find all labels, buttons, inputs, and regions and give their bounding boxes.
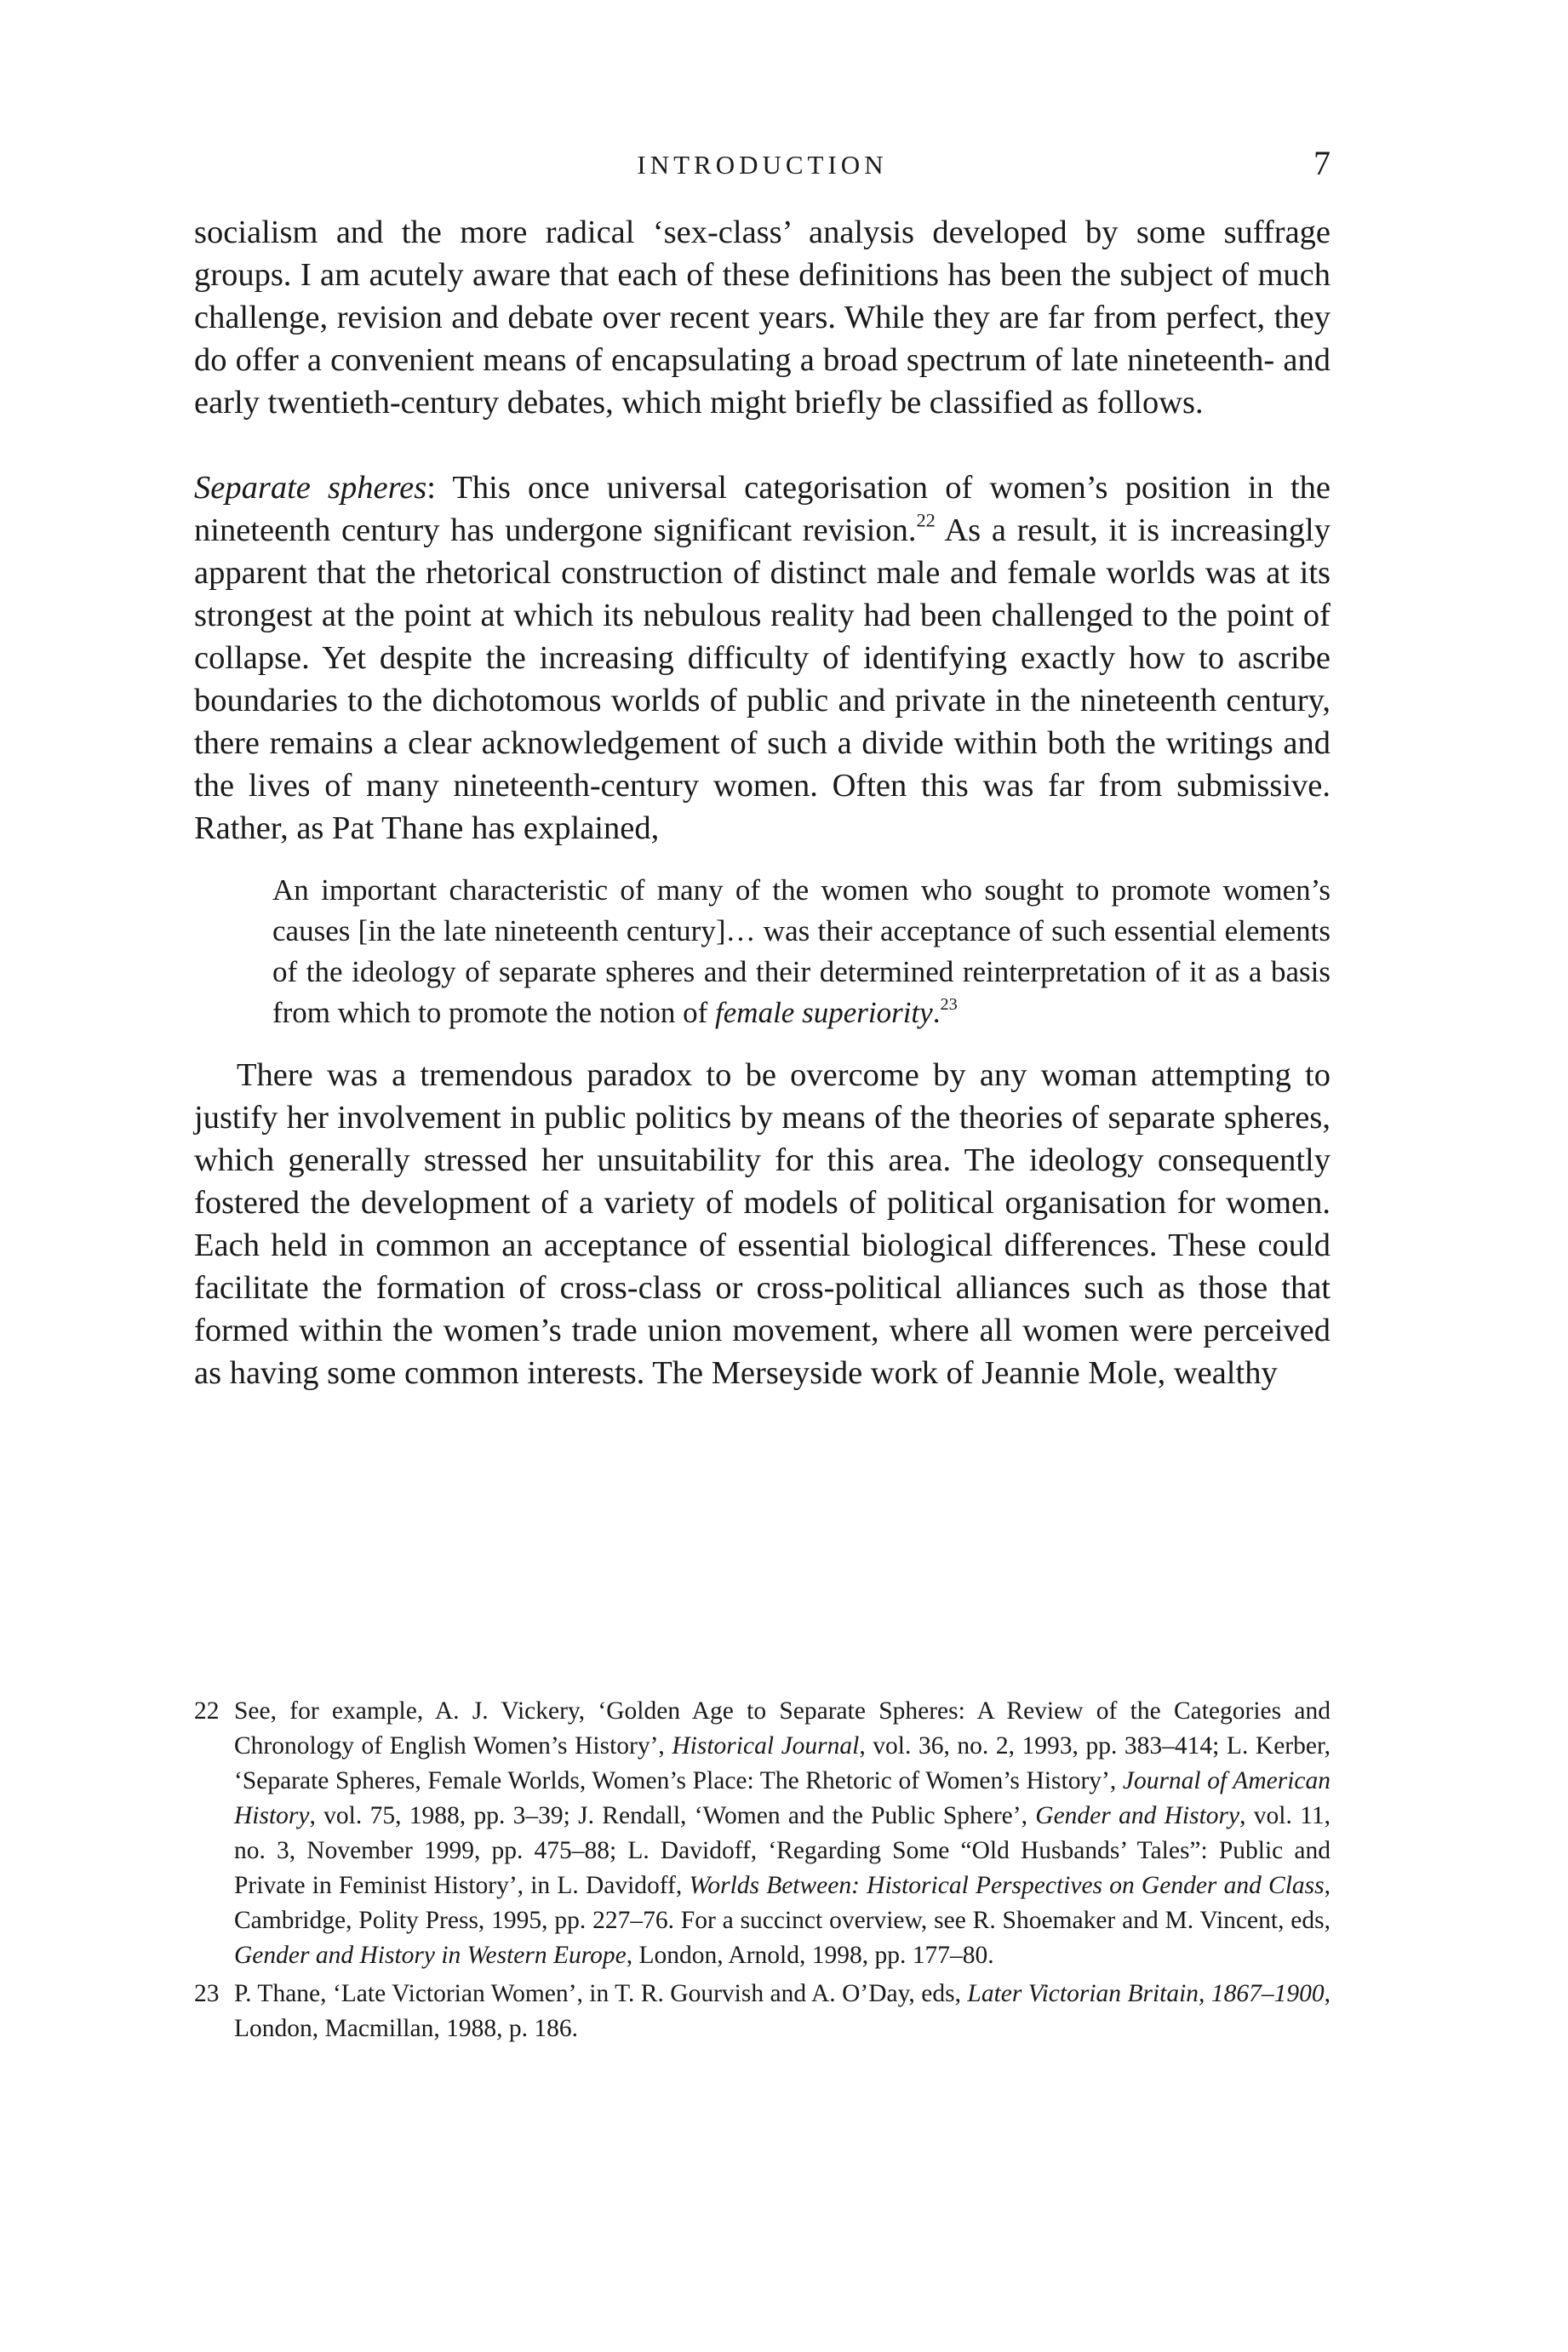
paragraph-2-text-a: : This once universal categorisation of women’s position in the nineteenth century has undergone significant revision. [194,470,1331,548]
body-text [194,211,1331,1394]
footnote-title: Historical Journal [672,1732,860,1760]
footnote-ref-22[interactable]: 22 [916,509,936,531]
footnote-title: Worlds Between: Historical Perspectives on Gender and Class [689,1872,1325,1899]
footnote-text: , London, Macmillan, 1988, p. 186. [234,1980,1331,2042]
quote-emphasis: female superiority [715,996,933,1029]
paragraph-2 [194,466,1331,850]
page-header [194,143,1331,194]
block-quote [272,870,1331,1033]
quote-text: An important characteristic of many of the women who sought to promote women’s causes [in the late nineteenth century]… was their acceptance of such essential elements of the ideology of separate spheres and their determined reinterpretation of it as a basis from which to promote the notion of [272,873,1331,1029]
footnotes [194,1694,1331,2050]
footnote-text: , London, Arnold, 1998, pp. 177–80. [626,1942,994,1969]
footnote-title: Later Victorian Britain, 1867–1900 [967,1980,1325,2007]
page-number: 7 [1313,144,1331,182]
footnote-22 [194,1694,1331,1973]
footnote-number: 23 [194,1980,220,2007]
paragraph-1: socialism and the more radical ‘sex-class’ analysis developed by some suffrage groups. I am acutely aware that each of these definitions has been the subject of much challenge, revision and debate over recent years. While they are far from perfect, they do offer a convenient means of encapsulating a broad spectrum of late nineteenth- and early twentieth-century debates, which might briefly be classified as follows. [194,215,1331,421]
footnote-23 [194,1977,1331,2046]
footnote-text: P. Thane, ‘Late Victorian Women’, in T. R. Gourvish and A. O’Day, eds, [234,1980,968,2007]
footnote-text: , Cambridge, Polity Press, 1995, pp. 227–76. For a succinct overview, see R. Shoemaker and M. Vincent, eds, [234,1872,1331,1934]
footnote-number: 22 [194,1697,220,1725]
separate-spheres-label: Separate spheres [194,470,427,506]
footnote-text: , vol. 75, 1988, pp. 3–39; J. Rendall, ‘Women and the Public Sphere’, [309,1802,1036,1829]
footnote-text: , vol. 36, no. 2, 1993, pp. 383–414; L. Kerber, ‘Separate Spheres, Female Worlds, Women’s Place: The Rhetoric of Women’s History’, [234,1732,1331,1794]
paragraph-3: There was a tremendous paradox to be overcome by any woman attempting to justify her involvement in public politics by means of the theories of separate spheres, which generally stressed her unsuitability for this area. The ideology consequently fostered the development of a variety of models of political organisation for women. Each held in common an acceptance of essential biological differences. These could facilitate the formation of cross-class or cross-political alliances such as those that formed within the women’s trade union movement, where all women were perceived as having some common interests. The Merseyside work of Jeannie Mole, wealthy [194,1057,1331,1391]
paragraph-2-text-b: As a result, it is increasingly apparent that the rhetorical construction of distinct male and female worlds was at its strongest at the point at which its nebulous reality had been challenged to the point of collapse. Yet despite the increasing difficulty of identifying exactly how to ascribe boundaries to the dichotomous worlds of public and private in the nineteenth century, there remains a clear acknowledgement of such a divide within both the writings and the lives of many nineteenth-century women. Often this was far from submissive. Rather, as Pat Thane has explained, [194,512,1331,846]
running-head: INTRODUCTION [637,150,888,180]
footnote-title: Gender and History in Western Europe [234,1942,627,1969]
footnote-title: Journal of American History [234,1767,1331,1829]
quote-end: . [932,996,941,1029]
footnote-text: , vol. 11, no. 3, November 1999, pp. 475–88; L. Davidoff, ‘Regarding Some “Old Husbands’ Tales”: Public and Private in Feminist History’, in L. Davidoff, [234,1802,1331,1899]
footnote-text: See, for example, A. J. Vickery, ‘Golden Age to Separate Spheres: A Review of the Categories and Chronology of English Women’s History’, [234,1697,1331,1760]
footnote-title: Gender and History [1035,1802,1240,1829]
footnote-ref-23[interactable]: 23 [940,994,958,1014]
